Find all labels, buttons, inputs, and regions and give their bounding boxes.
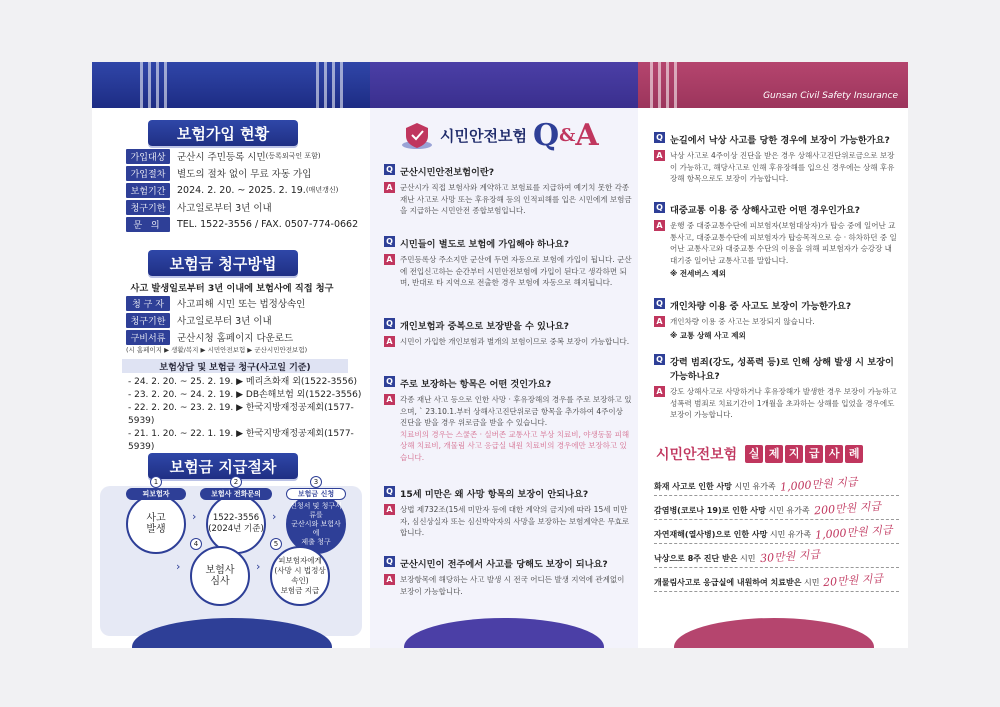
row-label: 가입절차 [126, 166, 170, 181]
chevron-right-icon: › [272, 510, 277, 523]
qa-item [654, 202, 900, 279]
row-value: 군산시청 홈페이지 다운로드 [177, 333, 294, 344]
q-badge: Q [654, 354, 665, 365]
case-tail: 시민 [740, 554, 756, 563]
q-badge: Q [654, 202, 665, 213]
q-badge: Q [654, 132, 665, 143]
step-number: 4 [190, 538, 202, 550]
answer-note: ※ 교통 상해 사고 제외 [670, 330, 746, 340]
qa-item [384, 236, 632, 289]
history-list [128, 376, 370, 454]
row-label: 구비서류 [126, 330, 170, 345]
step-body: 사고 발생 [146, 513, 166, 535]
a-badge: A [384, 336, 395, 347]
step-1-head [126, 488, 186, 500]
qa-item [384, 318, 632, 348]
case-amount: 1,000만원 지급 [814, 523, 893, 542]
case-amount: 200만원 지급 [813, 499, 881, 518]
step-head: 보험사 전화문의 [211, 490, 261, 498]
question: 개인차량 이용 중 사고도 보장이 가능한가요? [670, 301, 852, 312]
enrollment-row [126, 182, 338, 198]
case-tail: 시민 [804, 578, 820, 587]
row-value: TEL. 1522-3556 / FAX. 0507-774-0662 [177, 218, 359, 230]
case-row [654, 524, 899, 544]
enrollment-row [126, 199, 272, 215]
question: 눈길에서 낙상 사고를 당한 경우에 보장이 가능한가요? [670, 135, 890, 146]
a-badge: A [384, 394, 395, 405]
history-item: - 23. 2. 20. ~ 24. 2. 19. ▶ DB손해보험 외(1522-3556) [128, 390, 362, 400]
cases-title-text: 시민안전보험 [656, 447, 738, 463]
enrollment-row [126, 216, 358, 232]
title-tile: 지 [785, 445, 803, 463]
column-right [638, 62, 908, 648]
answer: 개인차량 이용 중 사고는 보장되지 않습니다. [670, 317, 815, 326]
answer: 운행 중 대중교통수단에 피보험자(보험대상자)가 탑승 중에 일어난 교통사고, 대중교통수단에 피보험자가 탑승목적으로 승 · 하차하던 중 일어난 교통사고와 대중교통 수단의 이용을 위해 피보험자가 승강장 내 대기중 일어난 교통사고를 말합니다. [670, 221, 897, 265]
answer: 주민등록상 주소지만 군산에 두면 자동으로 보험에 가입이 됩니다. 군산에 전입신고하는 순간부터 시민안전보험에 가입이 된다고 생각하면 되며, 반대로 타 지역으로 전출한 경우 보험에 자동으로 해지됩니다. [400, 255, 632, 287]
row-label: 보험기간 [126, 183, 170, 198]
step-head: 피보험자 [142, 490, 170, 498]
answer-note: 치료비의 경우는 스쿨존 · 실버존 교통사고 부상 치료비, 야생동물 피해 상해 치료비, 개물림 사고 응급실 내원 치료비의 경우에만 보장하고 있습니다. [400, 429, 630, 462]
row-label: 청 구 자 [126, 296, 170, 311]
a-badge: A [654, 316, 665, 327]
case-row [654, 500, 899, 520]
row-label: 청구기한 [126, 200, 170, 215]
answer-note: ※ 전세버스 제외 [670, 269, 726, 278]
case-text: 개물림사고로 응급실에 내원하여 치료받은 [654, 578, 802, 587]
row-value: 2024. 2. 20. ~ 2025. 2. 19. [177, 184, 306, 196]
a-badge: A [384, 504, 395, 515]
case-text: 낙상으로 8주 진단 받은 [654, 554, 738, 563]
qa-item [384, 164, 632, 217]
question: 15세 미만은 왜 사망 항목의 보장이 안되나요? [400, 489, 589, 500]
q-badge: Q [384, 556, 395, 567]
chevron-right-icon: › [192, 510, 197, 523]
q-badge: Q [384, 486, 395, 497]
question: 군산시민안전보험이란? [400, 167, 495, 178]
step-body: 피보험자에게 (사망 시 법정상속인) 보험금 지급 [274, 556, 326, 595]
case-amount: 30만원 지급 [759, 547, 820, 566]
case-amount: 20만원 지급 [823, 571, 884, 590]
step-body: 1522-3556 (2024년 기준) [208, 513, 264, 534]
qa-item [654, 298, 900, 341]
row-label: 문 의 [126, 217, 170, 232]
bottom-arc [404, 618, 604, 648]
case-text: 감염병(코로나 19)로 인한 사망 [654, 506, 766, 515]
step-3-head [286, 488, 346, 500]
step-number: 5 [270, 538, 282, 550]
qa-title: 시민안전보험 [440, 127, 527, 145]
chevron-right-icon: › [176, 560, 181, 573]
claim-row [126, 295, 305, 311]
case-row [654, 476, 899, 496]
claim-row [126, 329, 293, 345]
title-tile: 실 [745, 445, 763, 463]
claim-title: 보험금 청구방법 [148, 250, 298, 276]
step-number: 3 [310, 476, 322, 488]
step-body: 보험사 심사 [205, 565, 235, 587]
qa-item [654, 354, 900, 421]
question: 시민들이 별도로 보험에 가입해야 하나요? [400, 239, 570, 250]
q-badge: Q [654, 298, 665, 309]
a-badge: A [654, 220, 665, 231]
row-value: 군산시 주민등록 시민 [177, 152, 266, 163]
step-2-head [200, 488, 272, 500]
shield-icon [400, 121, 434, 151]
title-tile: 제 [765, 445, 783, 463]
header-band-purple [370, 62, 638, 108]
answer: 낙상 사고로 4주이상 진단을 받은 경우 상해사고진단위로금으로 보장이 가능하고, 해당사고로 인해 후유장해를 입으신 경우에는 상해 후유장해 항목으로도 보장이 가능합니다. [670, 151, 895, 183]
question: 개인보험과 중복으로 보장받을 수 있나요? [400, 321, 570, 332]
header-band-pink [638, 62, 908, 108]
question: 대중교통 이용 중 상해사고란 어떤 경우인가요? [670, 205, 860, 216]
history-item: - 24. 2. 20. ~ 25. 2. 19. ▶ 메리츠화재 외(1522-3556) [128, 377, 357, 387]
row-label: 가입대상 [126, 149, 170, 164]
title-tile: 사 [825, 445, 843, 463]
brand-title: Gunsan Civil Safety Insurance [763, 91, 898, 101]
qa-item [384, 486, 632, 539]
q-letter: Q [532, 118, 560, 153]
step-head: 보험금 신청 [297, 490, 335, 498]
claim-subtitle: 사고 발생일로부터 3년 이내에 보험사에 직접 청구 [130, 283, 334, 294]
step-5-circle [270, 546, 330, 606]
enrollment-row [126, 165, 311, 181]
a-badge: A [384, 182, 395, 193]
answer: 강도 상해사고로 사망하거나 후유장해가 발생한 경우 보장이 가능하고 성폭력 범죄로 치료기간이 1개월을 초과하는 상해를 입었을 경우에도 보장이 가능합니다. [670, 387, 897, 419]
step-2-circle [206, 494, 266, 554]
answer: 각종 재난 사고 등으로 인한 사망 · 후유장해의 경우를 주로 보장하고 있으며, ` 23.10.1.부터 상해사고진단위로금 항목을 추가하여 4주이상 진단을 받을 경우 위로금을 받을 수 있습니다. [400, 395, 632, 427]
answer: 군산시가 직접 보험사와 계약하고 보험료를 지급하여 예기치 못한 각종 재난 사고로 사망 또는 후유장해 등의 인적피해를 입은 시민에게 보험금을 지급하는 시민안전 종합보험입니다. [400, 183, 632, 215]
brochure-sheet [92, 62, 908, 648]
step-3-circle [286, 494, 346, 554]
row-label: 청구기한 [126, 313, 170, 328]
case-text: 화재 사고로 인한 사망 [654, 482, 732, 491]
step-body: 신청서 및 청구서류를 군산시와 보험사에 제출 청구 [290, 501, 342, 546]
question: 군산시민이 전주에서 사고를 당해도 보장이 되나요? [400, 559, 608, 570]
enrollment-row [126, 148, 321, 164]
amp: & [559, 125, 576, 146]
a-badge: A [384, 574, 395, 585]
case-row [654, 572, 899, 592]
qa-item [654, 132, 900, 185]
row-value: 별도의 절차 없이 무료 자동 가입 [177, 169, 312, 180]
q-badge: Q [384, 318, 395, 329]
a-badge: A [654, 150, 665, 161]
a-badge: A [384, 254, 395, 265]
bottom-arc [674, 618, 874, 648]
claim-row [126, 312, 272, 328]
q-badge: Q [384, 376, 395, 387]
step-4-circle [190, 546, 250, 606]
case-amount: 1,000만원 지급 [779, 475, 858, 494]
step-number: 1 [150, 476, 162, 488]
title-tile: 급 [805, 445, 823, 463]
q-badge: Q [384, 164, 395, 175]
case-tail: 시민 유가족 [769, 530, 812, 539]
history-item: - 22. 2. 20. ~ 23. 2. 19. ▶ 한국지방재정공제회(1577-5939) [128, 403, 354, 426]
cases-title [656, 444, 863, 464]
row-value: 사고피해 시민 또는 법정상속인 [177, 299, 306, 310]
question: 강력 범죄(강도, 성폭력 등)로 인해 상해 발생 시 보장이 가능하나요? [670, 357, 894, 382]
case-tail: 시민 유가족 [734, 482, 776, 491]
step-number: 2 [230, 476, 242, 488]
row-value: 사고일로부터 3년 이내 [177, 203, 272, 214]
answer: 보장항목에 해당하는 사고 발생 시 전국 어디든 발생 지역에 관계없이 보장이 가능합니다. [400, 575, 625, 596]
answer: 상법 제732조(15세 미만자 등에 대한 계약의 금지)에 따라 15세 미만자, 심신상실자 또는 심신박약자의 사망을 보장하는 보험계약은 무효로 합니다. [400, 505, 630, 537]
case-tail: 시민 유가족 [768, 506, 810, 515]
row-note: (등록외국인 포함) [265, 152, 321, 160]
question: 주로 보장하는 항목은 어떤 것인가요? [400, 379, 552, 390]
a-letter: A [575, 118, 599, 153]
row-value: 사고일로부터 3년 이내 [177, 316, 272, 327]
payment-title: 보험금 지급절차 [148, 453, 298, 479]
qa-item [384, 556, 632, 597]
history-title: 보험상담 및 보험금 청구(사고일 기준) [122, 359, 348, 373]
q-badge: Q [384, 236, 395, 247]
row-note: (매년갱신) [305, 186, 339, 194]
step-1-circle [126, 494, 186, 554]
download-path: (시 홈페이지 ▶ 생활/복지 ▶ 시민안전보험 ▶ 군산시민안전보험) [126, 346, 308, 354]
qa-header [400, 118, 599, 153]
chevron-right-icon: › [256, 560, 261, 573]
qa-item [384, 376, 632, 463]
case-row [654, 548, 899, 568]
case-text: 자연재해(열사병)으로 인한 사망 [654, 530, 768, 539]
header-band-blue [92, 62, 370, 108]
enrollment-title: 보험가입 현황 [148, 120, 298, 146]
title-tile: 례 [845, 445, 863, 463]
column-middle [370, 62, 638, 648]
answer: 시민이 가입한 개인보험과 별개의 보험이므로 중복 보장이 가능합니다. [400, 337, 630, 346]
a-badge: A [654, 386, 665, 397]
column-left [92, 62, 370, 648]
history-item: - 21. 1. 20. ~ 22. 1. 19. ▶ 한국지방재정공제회(1577-5939) [128, 429, 354, 452]
